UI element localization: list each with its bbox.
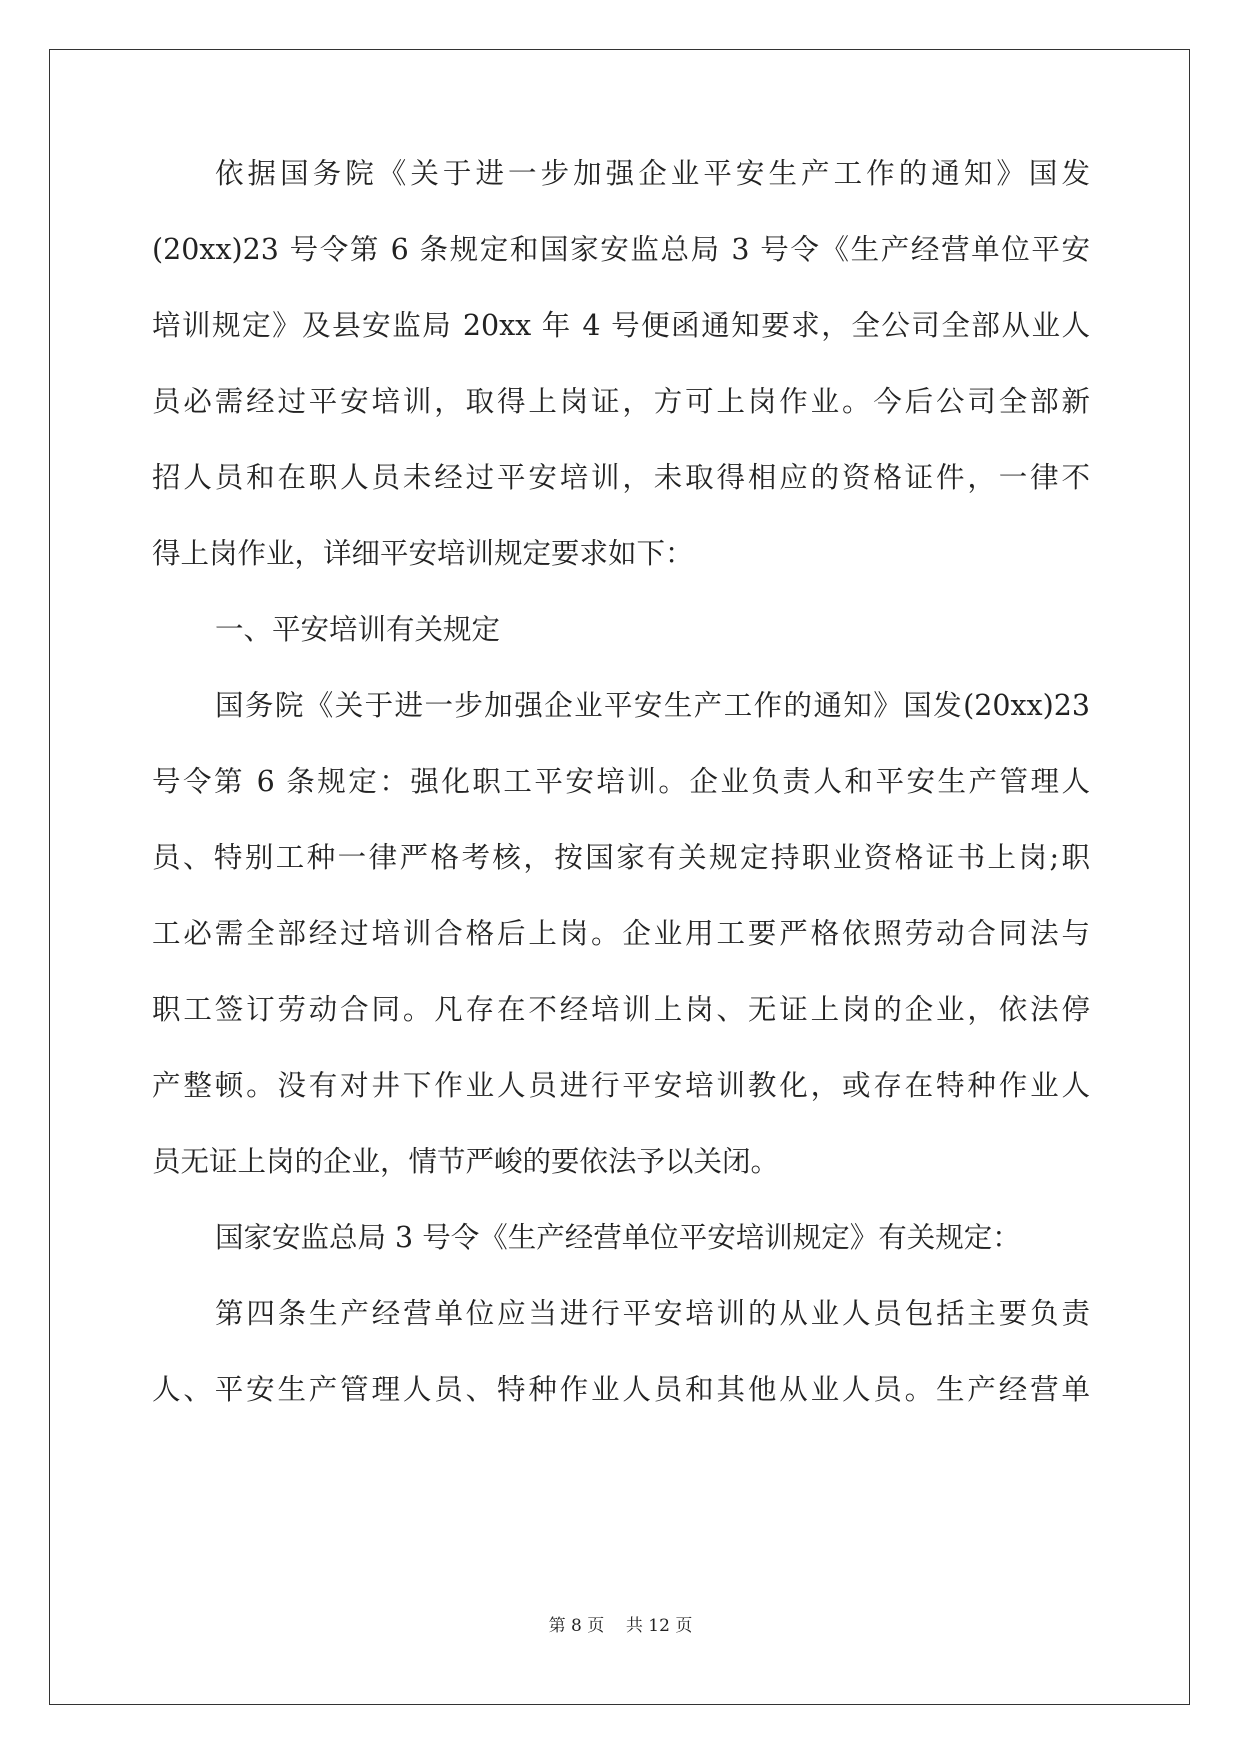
text-line: 人、平安生产管理人员、特种作业人员和其他从业人员。生产经营单 (152, 1373, 1090, 1406)
page-number-footer: 第 8 页 共 12 页 (548, 1616, 693, 1636)
text-line: 员、特别工种一律严格考核，按国家有关规定持职业资格证书上岗;职 (152, 841, 1090, 874)
text-line: 培训规定》及县安监局 20xx 年 4 号便函通知要求，全公司全部从业人 (152, 309, 1090, 342)
text-line: 工必需全部经过培训合格后上岗。企业用工要严格依照劳动合同法与 (152, 917, 1090, 950)
text-line: 号令第 6 条规定：强化职工平安培训。企业负责人和平安生产管理人 (152, 765, 1090, 798)
text-line: 得上岗作业，详细平安培训规定要求如下： (152, 537, 694, 570)
section-heading: 一、平安培训有关规定 (215, 613, 501, 646)
text-line: 职工签订劳动合同。凡存在不经培训上岗、无证上岗的企业，依法停 (152, 993, 1090, 1026)
text-line: (20xx)23 号令第 6 条规定和国家安监总局 3 号令《生产经营单位平安 (152, 233, 1090, 266)
text-line: 第四条生产经营单位应当进行平安培训的从业人员包括主要负责 (215, 1297, 1090, 1330)
text-line: 员必需经过平安培训，取得上岗证，方可上岗作业。今后公司全部新 (152, 385, 1090, 418)
text-line: 招人员和在职人员未经过平安培训，未取得相应的资格证件，一律不 (152, 461, 1090, 494)
text-line: 员无证上岗的企业，情节严峻的要依法予以关闭。 (152, 1145, 780, 1178)
text-line: 依据国务院《关于进一步加强企业平安生产工作的通知》国发 (215, 157, 1090, 190)
text-line: 产整顿。没有对井下作业人员进行平安培训教化，或存在特种作业人 (152, 1069, 1090, 1102)
text-line: 国务院《关于进一步加强企业平安生产工作的通知》国发(20xx)23 (215, 689, 1090, 722)
text-line: 国家安监总局 3 号令《生产经营单位平安培训规定》有关规定： (215, 1221, 1021, 1254)
